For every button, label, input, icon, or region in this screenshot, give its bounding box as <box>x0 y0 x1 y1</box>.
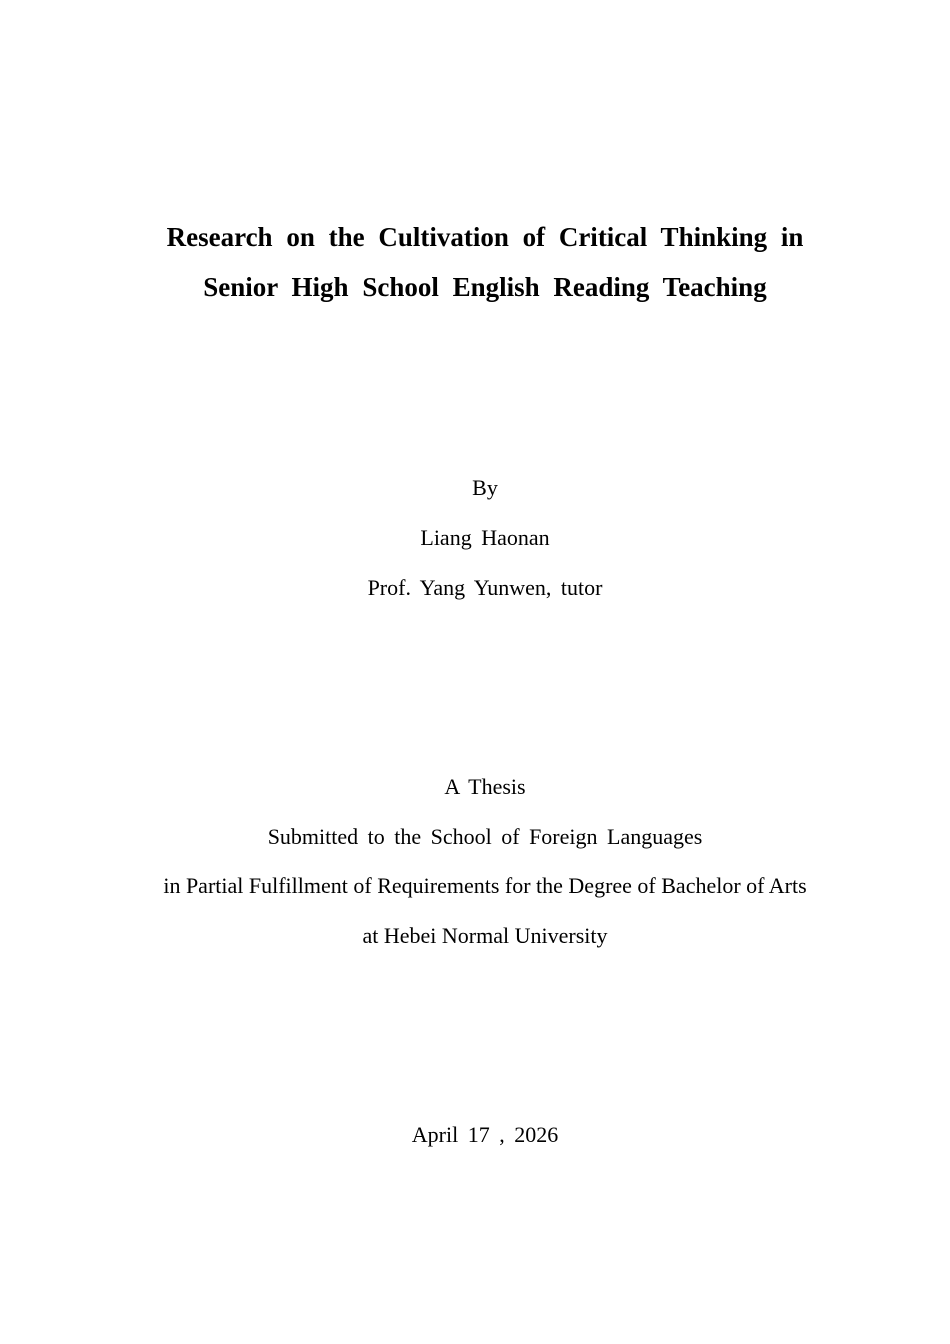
submitted-to-line: Submitted to the School of Foreign Languages <box>267 824 703 849</box>
by-label: By <box>472 475 498 500</box>
thesis-title-line-2: Senior High School English Reading Teaching <box>203 272 767 302</box>
thesis-label: A Thesis <box>444 774 526 799</box>
author-name: Liang Haonan <box>420 525 550 550</box>
thesis-title-line-1: Research on the Cultivation of Critical Thinking in <box>166 222 804 252</box>
tutor-name: Prof. Yang Yunwen, tutor <box>367 575 603 600</box>
submission-date: April 17 , 2026 <box>411 1122 559 1147</box>
university-line: at Hebei Normal University <box>362 923 608 948</box>
degree-fulfillment-line: in Partial Fulfillment of Requirements for the Degree of Bachelor of Arts <box>163 873 807 898</box>
